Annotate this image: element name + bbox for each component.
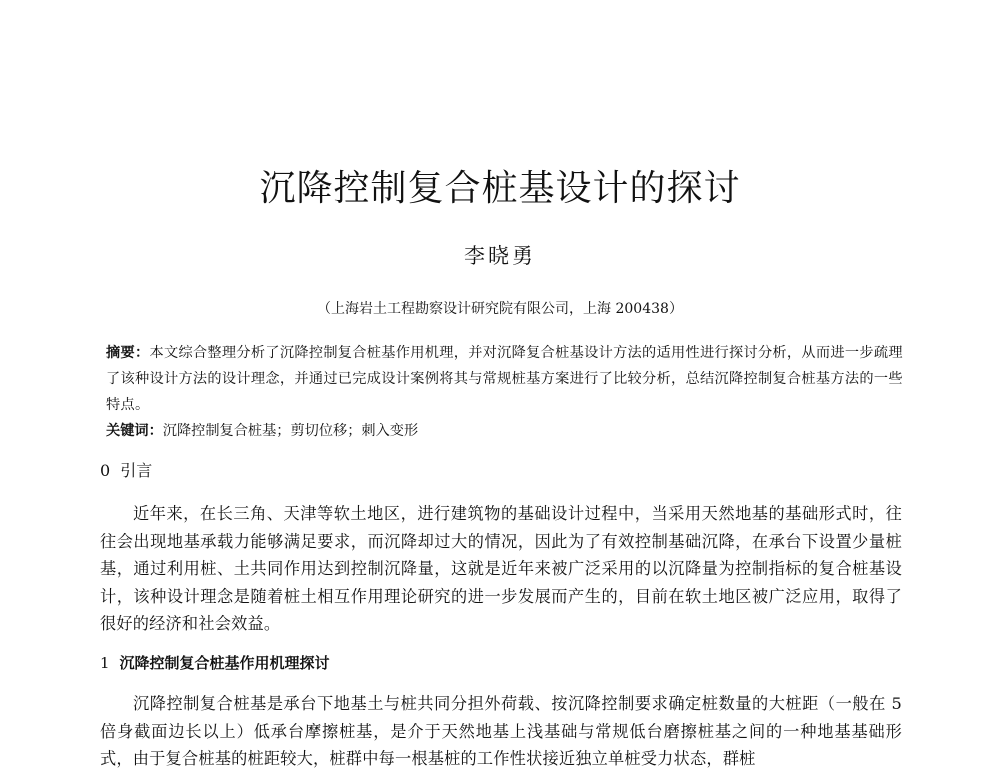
section-title-1: 沉降控制复合桩基作用机理探讨 [119, 654, 330, 672]
section-number-0: 0 [100, 461, 111, 480]
section-heading-1 [100, 650, 330, 676]
abstract-label: 摘要： [106, 345, 150, 361]
keywords-label: 关键词： [106, 423, 163, 439]
paper-title: 沉降控制复合桩基设计的探讨 [259, 168, 741, 209]
section-number-1: 1 [100, 654, 110, 672]
affiliation: （上海岩土工程勘察设计研究院有限公司，上海 200438） [317, 301, 683, 317]
keywords-text: 沉降控制复合桩基；剪切位移；刺入变形 [162, 423, 419, 439]
abstract-text: 本文综合整理分析了沉降控制复合桩基作用机理，并对沉降复合桩基设计方法的适用性进行探讨分析，从而进一步疏理了该种设计方法的设计理念，并通过已完成设计案例将其与常规桩基方案进行了比较分析，总结沉降控制复合桩基方法的一些特点。 [106, 345, 903, 413]
section-1-paragraph: 沉降控制复合桩基是承台下地基土与桩共同分担外荷载、按沉降控制要求确定桩数量的大桩距（一般在 5 倍身截面边长以上）低承台摩擦桩基，是介于天然地基上浅基础与常规低台磨擦桩基之间的一种地基基础形式，由于复合桩基的桩距较大，桩群中每一根基桩的工作性状接近独立单桩受力状态，群桩 [100, 694, 902, 768]
section-0-paragraph: 近年来，在长三角、天津等软土地区，进行建筑物的基础设计过程中，当采用天然地基的基础形式时，往往会出现地基承载力能够满足要求，而沉降却过大的情况，因此为了有效控制基础沉降，在承台下设置少量桩基，通过利用桩、土共同作用达到控制沉降量，这就是近年来被广泛采用的以沉降量为控制指标的复合桩基设计，该种设计理念是随着桩土相互作用理论研究的进一步发展而产生的，目前在软土地区被广泛应用，取得了很好的经济和社会效益。 [100, 504, 902, 633]
author-name: 李晓勇 [464, 244, 536, 268]
section-title-0: 引言 [120, 461, 153, 480]
section-heading-0 [100, 458, 152, 484]
keywords [106, 418, 906, 444]
abstract [106, 340, 906, 418]
